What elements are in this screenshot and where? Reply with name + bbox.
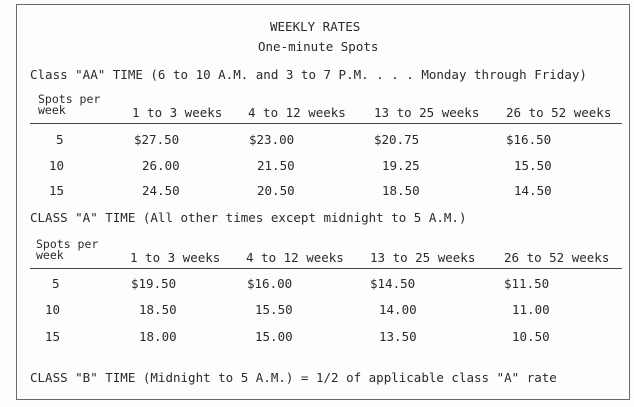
- aa-cell: 24.50: [142, 183, 180, 198]
- a-row-spots: 5: [52, 276, 60, 291]
- a-col-header: 26 to 52 weeks: [504, 250, 610, 265]
- aa-spots-label: Spots per: [38, 92, 101, 106]
- a-col-header: 13 to 25 weeks: [370, 250, 476, 265]
- a-row-spots: 15: [45, 329, 61, 344]
- a-cell: $14.50: [370, 276, 416, 291]
- aa-cell: 15.50: [514, 158, 552, 173]
- page-title: WEEKLY RATES: [270, 19, 361, 34]
- a-spots-label-week: week: [36, 248, 64, 262]
- aa-col-header: 1 to 3 weeks: [132, 105, 223, 120]
- a-cell: 18.50: [139, 302, 177, 317]
- aa-spots-label-week: week: [38, 103, 66, 117]
- class-a-heading: CLASS "A" TIME (All other times except midnight to 5 A.M.): [30, 210, 467, 225]
- page-subtitle: One-minute Spots: [258, 39, 379, 54]
- aa-cell: 19.25: [382, 158, 420, 173]
- a-row-spots: 10: [45, 302, 61, 317]
- a-cell: 18.00: [139, 329, 177, 344]
- a-cell: 15.50: [255, 302, 293, 317]
- aa-col-header: 26 to 52 weeks: [506, 105, 612, 120]
- a-cell: 14.00: [379, 302, 417, 317]
- class-aa-heading: Class "AA" TIME (6 to 10 A.M. and 3 to 7 P.M. . . . Monday through Friday): [30, 67, 587, 82]
- aa-cell: 18.50: [382, 183, 420, 198]
- class-b-note: CLASS "B" TIME (Midnight to 5 A.M.) = 1/2 of applicable class "A" rate: [30, 370, 557, 385]
- aa-col-header: 13 to 25 weeks: [374, 105, 480, 120]
- aa-cell: $16.50: [506, 132, 552, 147]
- a-cell: 10.50: [512, 329, 550, 344]
- aa-header-rule: [30, 123, 622, 124]
- aa-cell: $27.50: [134, 132, 180, 147]
- a-cell: $11.50: [504, 276, 550, 291]
- a-cell: $19.50: [131, 276, 177, 291]
- aa-row-spots: 15: [49, 183, 65, 198]
- aa-row-spots: 5: [56, 132, 64, 147]
- a-cell: 13.50: [379, 329, 417, 344]
- a-cell: $16.00: [247, 276, 293, 291]
- aa-cell: 20.50: [257, 183, 295, 198]
- a-cell: 11.00: [512, 302, 550, 317]
- aa-cell: 26.00: [142, 158, 180, 173]
- a-header-rule: [30, 268, 622, 269]
- aa-cell: 21.50: [257, 158, 295, 173]
- a-col-header: 1 to 3 weeks: [130, 250, 221, 265]
- aa-row-spots: 10: [49, 158, 65, 173]
- aa-cell: $23.00: [249, 132, 295, 147]
- a-spots-label: Spots per: [36, 237, 99, 251]
- aa-cell: 14.50: [514, 183, 552, 198]
- a-cell: 15.00: [255, 329, 293, 344]
- aa-col-header: 4 to 12 weeks: [248, 105, 346, 120]
- a-col-header: 4 to 12 weeks: [246, 250, 344, 265]
- aa-cell: $20.75: [374, 132, 420, 147]
